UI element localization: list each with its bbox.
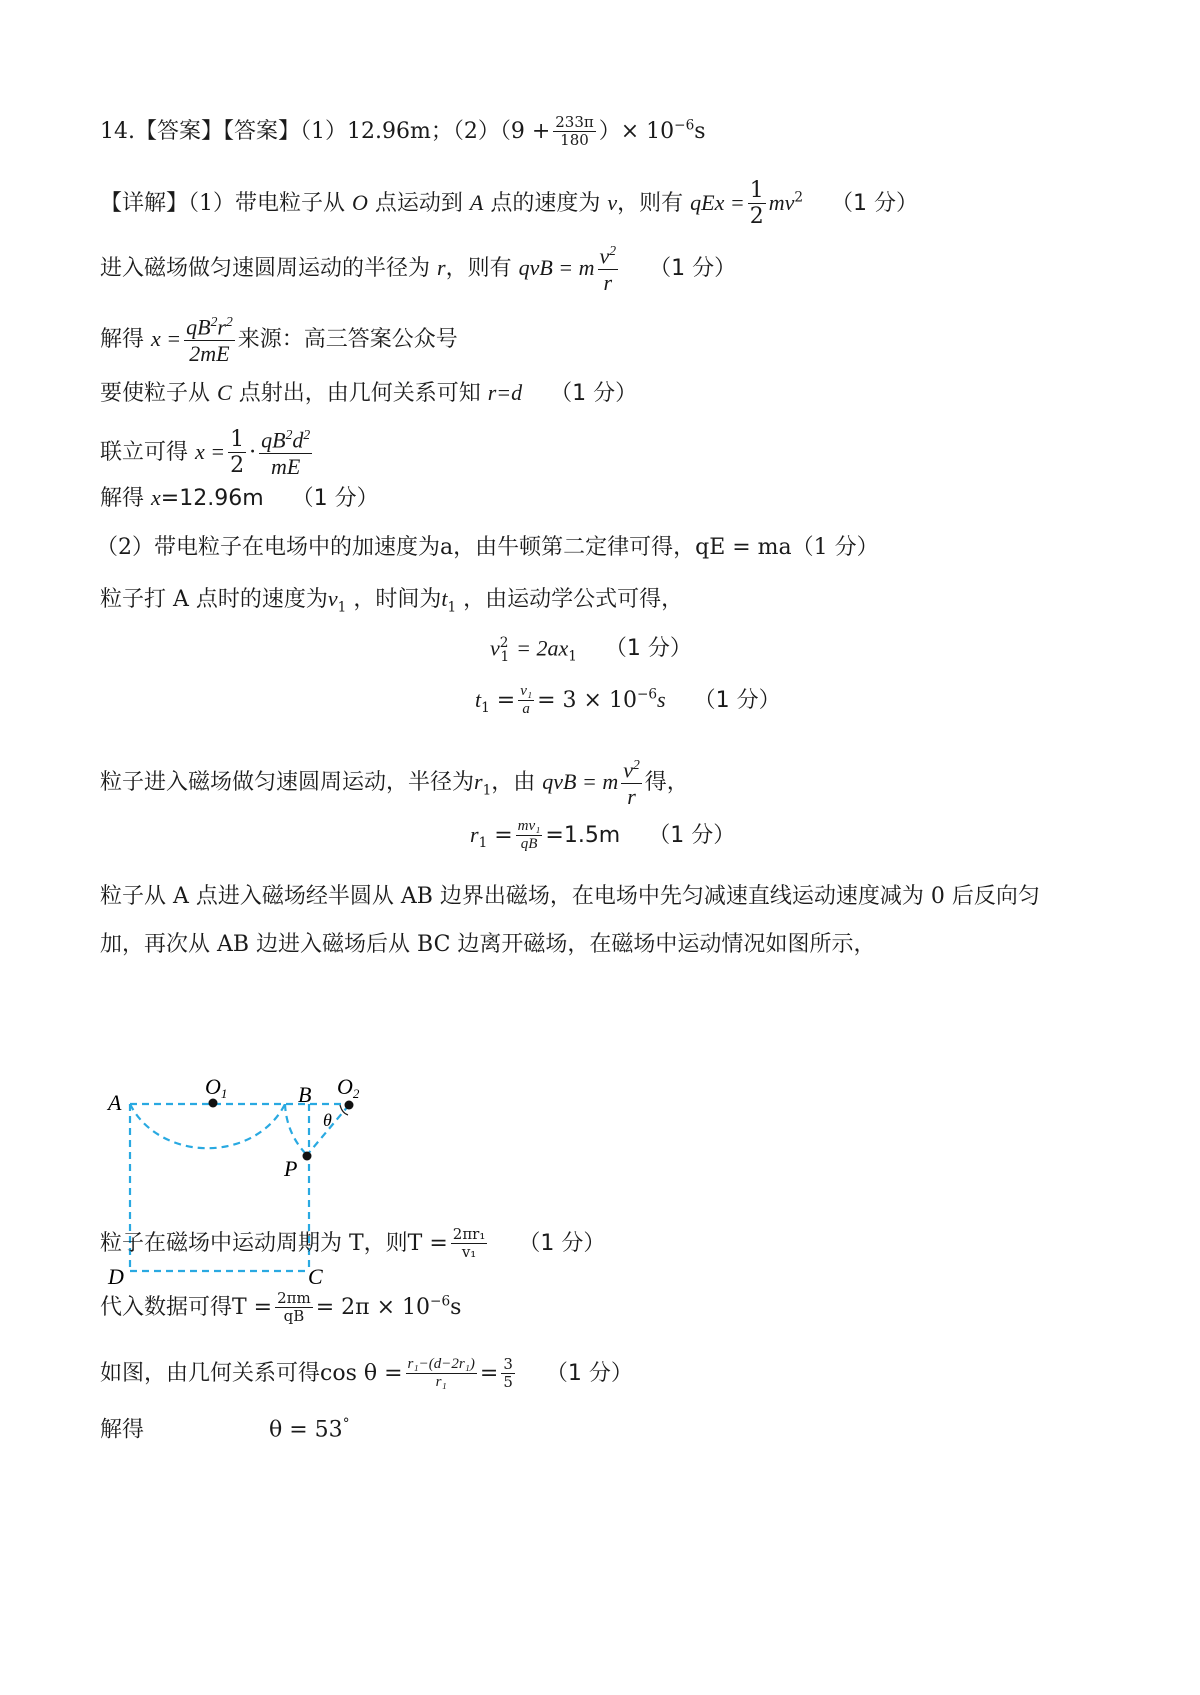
subscript: 1: [482, 782, 492, 799]
num-v: v: [599, 243, 610, 269]
score-label: （1 分）: [291, 486, 379, 511]
answer-prefix: 14.【答案】【答案】（1）12.96m；（2）（9 +: [100, 118, 551, 144]
score-label: （1 分）: [550, 381, 638, 406]
detail-line-7: [100, 588, 683, 615]
frac-num: [598, 243, 619, 270]
equals: =: [496, 687, 516, 713]
frac-num: [621, 757, 642, 784]
detail-text: 如图，由几何关系可得cos θ =: [100, 1360, 403, 1386]
label-B: B: [298, 1082, 312, 1107]
detail-text: 粒子从 A 点进入磁场经半圆从 AB 边界出磁场，在电场中先匀减速直线运动速度减为 0 后反向匀: [100, 884, 1040, 909]
detail-text: 粒子在磁场中运动周期为 T，则T =: [100, 1230, 448, 1256]
subscript: 1: [447, 599, 457, 616]
num-d: d: [292, 427, 304, 453]
detail-text: 解得: [100, 486, 145, 511]
var-t: t: [475, 686, 482, 712]
label-theta: θ: [323, 1110, 332, 1130]
score-label: （1 分）: [648, 822, 736, 848]
exponent: 2: [794, 189, 804, 206]
subscript: 1: [481, 700, 490, 717]
detail-line-8: [100, 757, 689, 809]
point-O: O: [352, 189, 368, 215]
detail-line-12: [100, 1290, 461, 1326]
part2-line: [96, 537, 879, 559]
detail-line-11: [100, 1226, 605, 1262]
fraction: [259, 427, 312, 479]
var-x: x: [151, 485, 161, 510]
half-fraction: [228, 427, 246, 479]
frac-num: mv₁: [516, 818, 543, 836]
answer-suffix: ）× 10: [598, 118, 675, 144]
frac-den: 5: [503, 1373, 513, 1392]
detail-line-3: [100, 314, 458, 366]
fraction: [275, 1290, 313, 1326]
label-O2: O2: [337, 1074, 360, 1101]
detail-line-10: [100, 934, 875, 956]
exponent: −6: [430, 1293, 451, 1310]
equation: = 2π × 10: [315, 1294, 431, 1320]
var-r: r: [470, 821, 479, 847]
detail-text: ，则有: [617, 190, 684, 216]
equals: =: [479, 1360, 499, 1386]
detail-line-1: [100, 178, 918, 230]
equation: θ = 53: [269, 1417, 343, 1443]
equals: =: [494, 822, 513, 848]
detail-text: 联立可得: [100, 439, 189, 465]
var-v: v: [327, 586, 338, 611]
frac-num: r₁−(d−2r₁): [406, 1356, 477, 1374]
frac-num: 1: [230, 427, 245, 453]
unit: s: [450, 1294, 462, 1320]
num-r: r: [217, 314, 226, 340]
half-fraction: [748, 178, 766, 230]
fraction: [518, 683, 534, 719]
exponent: 2: [303, 427, 311, 442]
frac-num: v₁: [518, 683, 534, 701]
detail-line-6: [100, 487, 379, 510]
label-P: P: [284, 1156, 298, 1181]
answer-unit: s: [694, 118, 706, 144]
score-label: （1 分）: [693, 687, 781, 713]
answer-exponent: −6: [674, 117, 695, 134]
semicircle-path: [130, 1104, 285, 1148]
point-A: A: [469, 189, 484, 215]
frac-num: 2πm: [277, 1289, 311, 1307]
var-v: v: [490, 635, 500, 661]
frac-den: r₁: [435, 1374, 447, 1391]
fraction-3-5: [501, 1356, 515, 1392]
frac-den: 2mE: [189, 340, 230, 366]
score-label: （1 分）: [545, 1360, 633, 1386]
score-label: （1 分）: [831, 190, 919, 216]
var-r: r: [437, 254, 446, 280]
detail-text: 粒子打 A 点时的速度为: [100, 587, 328, 612]
equation-left: x =: [151, 325, 182, 351]
detail-text: 解得: [100, 1417, 145, 1443]
second-arc-path: [285, 1104, 307, 1155]
frac-den: mE: [271, 453, 301, 479]
answer-frac-den: 180: [560, 131, 589, 150]
equation: = 3 × 10: [537, 687, 637, 713]
exponent: 2: [632, 757, 640, 772]
exponent: 2: [210, 314, 218, 329]
equation-v1-squared: [490, 637, 692, 664]
detail-line-4: [100, 382, 637, 405]
exponent: 2: [285, 427, 293, 442]
fraction: [621, 757, 642, 809]
source-note: 来源：高三答案公众号: [237, 326, 458, 352]
answer-line: [100, 114, 706, 150]
score-label: （1 分）: [604, 636, 692, 662]
exponent: 2: [609, 243, 617, 258]
dot: ·: [249, 439, 257, 465]
detail-text: 加，再次从 AB 边进入磁场后从 BC 边离开磁场，在磁场中运动情况如图所示，: [100, 932, 876, 957]
detail-line-13: [100, 1356, 633, 1392]
subscript: 1: [500, 648, 510, 665]
var-v: v: [607, 189, 618, 215]
subscript: 1: [568, 648, 577, 665]
num-qB: qB: [261, 427, 286, 453]
subscript: 1: [478, 835, 488, 852]
detail-text: ，则有: [445, 255, 512, 281]
detail-line-2: [100, 243, 736, 295]
exponent: −6: [636, 686, 658, 703]
label-C: C: [308, 1264, 323, 1287]
center-O1-dot: [209, 1099, 218, 1108]
label-D: D: [108, 1264, 124, 1287]
detail-text: ，由运动学公式可得，: [463, 587, 684, 612]
equation-left: qvB = m: [518, 254, 595, 280]
equation: = 2ax: [516, 635, 569, 661]
fraction: [451, 1226, 488, 1262]
answer-fraction: [553, 114, 596, 150]
fraction: [184, 314, 235, 366]
num-qB: qB: [186, 314, 211, 340]
detail-text: 点运动到: [374, 190, 463, 216]
num-v: v: [623, 757, 633, 783]
fraction: [516, 818, 543, 854]
frac-den: 2: [749, 204, 764, 230]
frac-den: v₁: [461, 1243, 477, 1262]
label-O1: O1: [205, 1074, 228, 1101]
var-t: t: [441, 586, 448, 611]
center-O2-dot: [345, 1101, 354, 1110]
frac-num: [259, 427, 312, 454]
exponent: 2: [499, 635, 509, 651]
detail-text: 要使粒子从: [100, 381, 211, 406]
degree-sign: °: [342, 1416, 350, 1432]
label-A: A: [108, 1090, 122, 1115]
detail-text: 得，: [644, 769, 689, 795]
frac-den: a: [522, 701, 530, 718]
equation-left: x =: [195, 438, 226, 464]
equation: r=d: [487, 380, 523, 405]
equation-t1: [475, 683, 781, 719]
point-P-dot: [303, 1152, 312, 1161]
detail-line-9: [100, 886, 1040, 908]
frac-num: [184, 314, 235, 341]
detail-text: 【详解】（1）带电粒子从: [100, 190, 345, 216]
detail-text: 点射出，由几何关系可知: [238, 381, 481, 406]
equation-right: mv: [768, 189, 795, 215]
score-label: （1 分）: [649, 255, 737, 281]
detail-text: ，由: [491, 769, 536, 795]
value: =12.96m: [160, 486, 264, 511]
detail-line-14: [100, 1418, 350, 1441]
var-r: r: [474, 768, 483, 794]
point-C: C: [217, 380, 232, 405]
answer-frac-num: 233π: [555, 113, 594, 131]
score-label: （1 分）: [518, 1230, 606, 1256]
fraction: [598, 243, 619, 295]
frac-den: 2: [230, 453, 245, 479]
frac-den: r: [627, 783, 636, 809]
detail-text: 解得: [100, 326, 145, 352]
detail-text: ，时间为: [353, 587, 442, 612]
frac-den: qB: [283, 1307, 305, 1326]
fraction: [406, 1356, 477, 1392]
detail-text: 进入磁场做匀速圆周运动的半径为: [100, 255, 431, 281]
unit: s: [657, 686, 666, 712]
detail-text: （2）带电粒子在电场中的加速度为a，由牛顿第二定律可得，qE = ma（1 分）: [96, 535, 879, 560]
exponent: 2: [225, 314, 233, 329]
frac-den: r: [603, 269, 613, 295]
frac-num: 2πr₁: [452, 1225, 486, 1243]
equation-left: qEx =: [690, 189, 745, 215]
detail-text: 代入数据可得T =: [100, 1294, 273, 1320]
frac-num: 3: [503, 1355, 513, 1373]
equation-left: qvB = m: [542, 768, 619, 794]
equation-r1: [470, 818, 735, 854]
subscript: 1: [337, 599, 347, 616]
value: =1.5m: [545, 822, 621, 848]
frac-num: 1: [749, 178, 764, 203]
detail-line-5: [100, 427, 315, 479]
detail-text: 点的速度为: [490, 190, 601, 216]
detail-text: 粒子进入磁场做匀速圆周运动，半径为: [100, 769, 475, 795]
frac-den: qB: [520, 836, 538, 853]
